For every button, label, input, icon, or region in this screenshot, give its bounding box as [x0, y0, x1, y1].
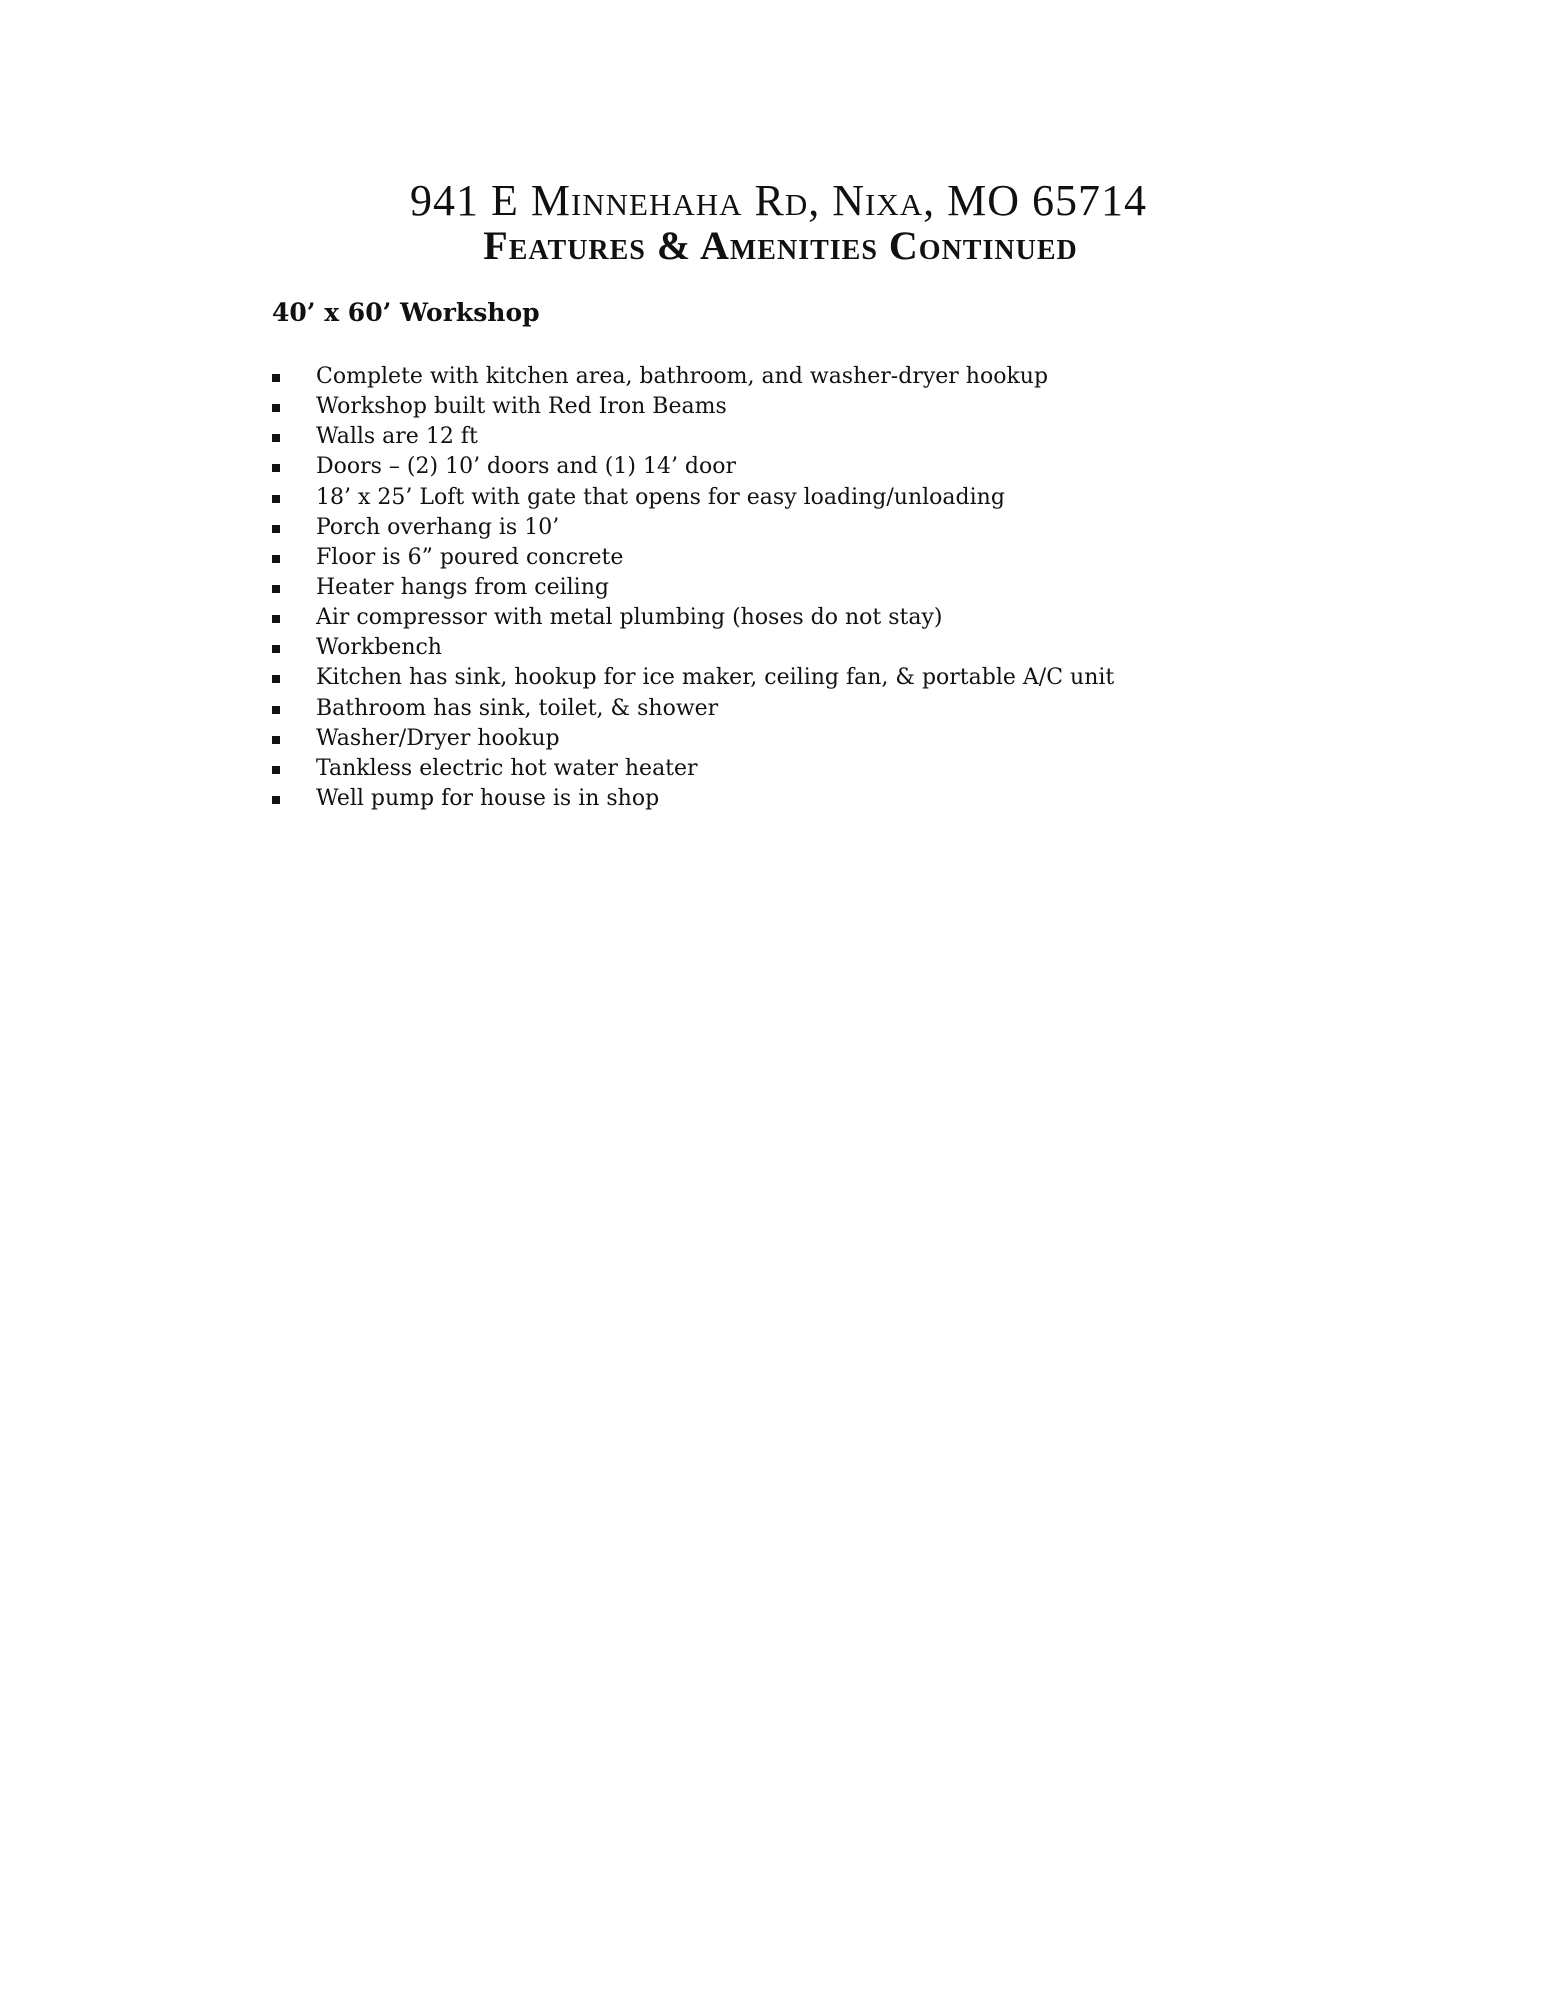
- list-item-text: Kitchen has sink, hookup for ice maker, ceiling fan, & portable A/C unit: [316, 665, 1115, 691]
- square-bullet-icon: [272, 374, 280, 382]
- list-item-text: Air compressor with metal plumbing (hoses do not stay): [316, 605, 943, 631]
- list-item: [272, 784, 1372, 814]
- square-bullet-icon: [272, 495, 280, 503]
- square-bullet-icon: [272, 585, 280, 593]
- square-bullet-icon: [272, 706, 280, 714]
- page-header: [0, 178, 1545, 268]
- workshop-section: [272, 296, 1372, 811]
- list-item-text: Heater hangs from ceiling: [316, 574, 609, 600]
- list-item: [272, 694, 1372, 724]
- list-item-text: Workbench: [316, 635, 442, 661]
- square-bullet-icon: [272, 796, 280, 804]
- list-item-text: Workshop built with Red Iron Beams: [316, 394, 727, 420]
- list-item: [272, 543, 1372, 573]
- square-bullet-icon: [272, 464, 280, 472]
- square-bullet-icon: [272, 736, 280, 744]
- page-subtitle: Features & Amenities Continued: [483, 223, 1078, 268]
- list-item-text: Bathroom has sink, toilet, & shower: [316, 695, 719, 721]
- list-item-text: Well pump for house is in shop: [316, 785, 660, 811]
- square-bullet-icon: [272, 766, 280, 774]
- square-bullet-icon: [272, 525, 280, 533]
- list-item: [272, 603, 1372, 633]
- list-item-text: Floor is 6” poured concrete: [316, 544, 624, 570]
- list-item: [272, 362, 1372, 392]
- section-title: 40’ x 60’ Workshop: [272, 298, 540, 327]
- list-item: [272, 452, 1372, 482]
- square-bullet-icon: [272, 615, 280, 623]
- list-item: [272, 422, 1372, 452]
- list-item-text: Washer/Dryer hookup: [316, 725, 560, 751]
- list-item-text: Walls are 12 ft: [316, 424, 478, 450]
- square-bullet-icon: [272, 434, 280, 442]
- feature-list: [272, 362, 1372, 814]
- list-item-text: Porch overhang is 10’: [316, 514, 560, 540]
- list-item: [272, 483, 1372, 513]
- list-item: [272, 573, 1372, 603]
- list-item-text: Complete with kitchen area, bathroom, and washer-dryer hookup: [316, 364, 1049, 389]
- list-item: [272, 392, 1372, 422]
- list-item-text: Tankless electric hot water heater: [316, 755, 698, 781]
- list-item: [272, 754, 1372, 784]
- list-item-text: 18’ x 25’ Loft with gate that opens for easy loading/unloading: [316, 484, 1005, 510]
- square-bullet-icon: [272, 675, 280, 683]
- square-bullet-icon: [272, 404, 280, 412]
- list-item: [272, 663, 1372, 693]
- square-bullet-icon: [272, 645, 280, 653]
- list-item-text: Doors – (2) 10’ doors and (1) 14’ door: [316, 454, 737, 480]
- list-item: [272, 513, 1372, 543]
- square-bullet-icon: [272, 555, 280, 563]
- property-address: 941 E Minnehaha Rd, Nixa, MO 65714: [409, 176, 1148, 225]
- list-item: [272, 633, 1372, 663]
- list-item: [272, 724, 1372, 754]
